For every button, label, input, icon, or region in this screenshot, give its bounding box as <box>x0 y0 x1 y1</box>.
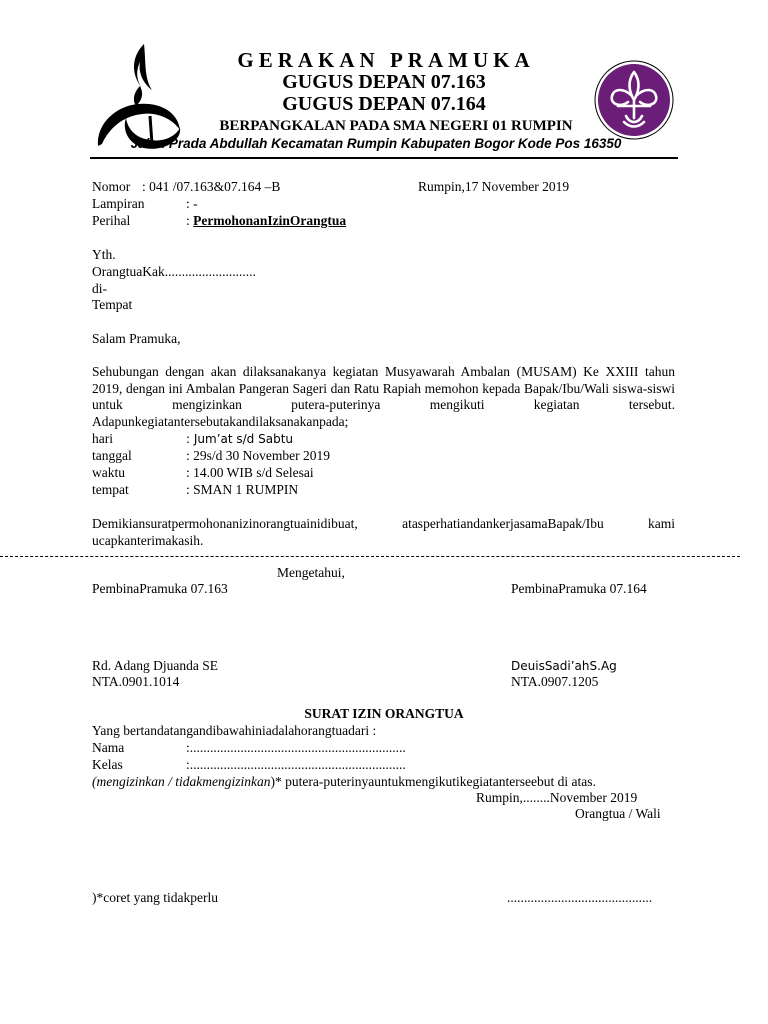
unit-1: GUGUS DEPAN 07.163 <box>282 71 486 93</box>
permit-choice-options: (mengizinkan / tidakmengizinkan <box>92 774 271 789</box>
body-paragraph: Sehubungan dengan akan dilaksanakanya kegiatan Musyawarah Ambalan (MUSAM) Ke XXIII tahun 2019, dengan ini Ambalan Pangeran Sageri dan Ratu Rapiah memohon kepada Bapak/Ibu/Wali siswa-siswi untuk mengizinkan putera-puterinya mengikuti kegiatan tersebut. Adapunkegiatantersebutakandilaksanakanpada; <box>92 364 675 429</box>
detail-label-waktu: waktu <box>92 465 125 480</box>
left-signer-name: Rd. Adang Djuanda SE <box>92 658 218 673</box>
detail-value-tempat: : SMAN 1 RUMPIN <box>186 482 299 497</box>
right-signer-title: PembinaPramuka 07.164 <box>511 581 647 596</box>
lampiran-label: Lampiran <box>92 196 145 211</box>
base-school: BERPANGKALAN PADA SMA NEGERI 01 RUMPIN <box>219 118 573 134</box>
permit-title: SURAT IZIN ORANGTUA <box>304 706 464 721</box>
mengetahui: Mengetahui, <box>277 565 345 580</box>
permit-choice <box>92 774 596 790</box>
nomor-label: Nomor <box>92 179 131 194</box>
permit-place-date: Rumpin,........November 2019 <box>476 790 638 805</box>
perihal-subject: PermohonanIzinOrangtua <box>193 213 347 228</box>
cut-line <box>0 556 740 557</box>
greeting: Salam Pramuka, <box>92 331 181 346</box>
left-signer-nta: NTA.0901.1014 <box>92 674 180 689</box>
nama-value: :................................................................ <box>186 740 406 755</box>
kelas-value: :................................................................ <box>186 757 406 772</box>
footnote: )*coret yang tidakperlu <box>92 890 218 905</box>
recipient-di: di- <box>92 281 107 296</box>
nomor-value: : 041 /07.163&07.164 –B <box>142 179 281 194</box>
closing-paragraph: Demikiansuratpermohonanizinorangtuainidibuat, atasperhatiandankerjasamaBapak/Ibu kami ucapkanterimakasih. <box>92 516 675 548</box>
left-signer-title: PembinaPramuka 07.163 <box>92 581 228 596</box>
detail-value-tanggal: : 29s/d 30 November 2019 <box>186 448 330 463</box>
nama-label: Nama <box>92 740 125 755</box>
lampiran-value: : - <box>186 196 198 211</box>
detail-label-tanggal: tanggal <box>92 448 132 463</box>
unit-2: GUGUS DEPAN 07.164 <box>282 93 486 115</box>
detail-label-hari: hari <box>92 431 113 446</box>
yth: Yth. <box>92 247 116 262</box>
perihal-value <box>186 213 346 229</box>
letter-date: Rumpin,17 November 2019 <box>418 179 570 194</box>
detail-value-waktu: : 14.00 WIB s/d Selesai <box>186 465 314 480</box>
address: Jalan Prada Abdullah Kecamatan Rumpin Kabupaten Bogor Kode Pos 16350 <box>130 136 622 151</box>
recipient-place: Tempat <box>92 297 133 312</box>
permit-signer: Orangtua / Wali <box>575 806 661 821</box>
right-signer-name: DeuisSadi’ahS.Ag <box>511 659 617 673</box>
detail-value-hari: : Jum’at s/d Sabtu <box>186 432 294 446</box>
perihal-label: Perihal <box>92 213 131 228</box>
permit-intro: Yang bertandatangandibawahiniadalahorangtuadari : <box>92 723 377 738</box>
detail-label-tempat: tempat <box>92 482 129 497</box>
org-name: GERAKAN PRAMUKA <box>237 48 535 72</box>
permit-choice-rest: )* putera-puterinyauntukmengikutikegiatanterseebut di atas. <box>270 774 596 789</box>
recipient-to: OrangtuaKak........................... <box>92 264 256 279</box>
perihal-colon: : <box>186 213 190 228</box>
kelas-label: Kelas <box>92 757 123 772</box>
signature-line: ........................................... <box>507 890 653 905</box>
right-signer-nta: NTA.0907.1205 <box>511 674 599 689</box>
header-rule <box>90 157 678 159</box>
